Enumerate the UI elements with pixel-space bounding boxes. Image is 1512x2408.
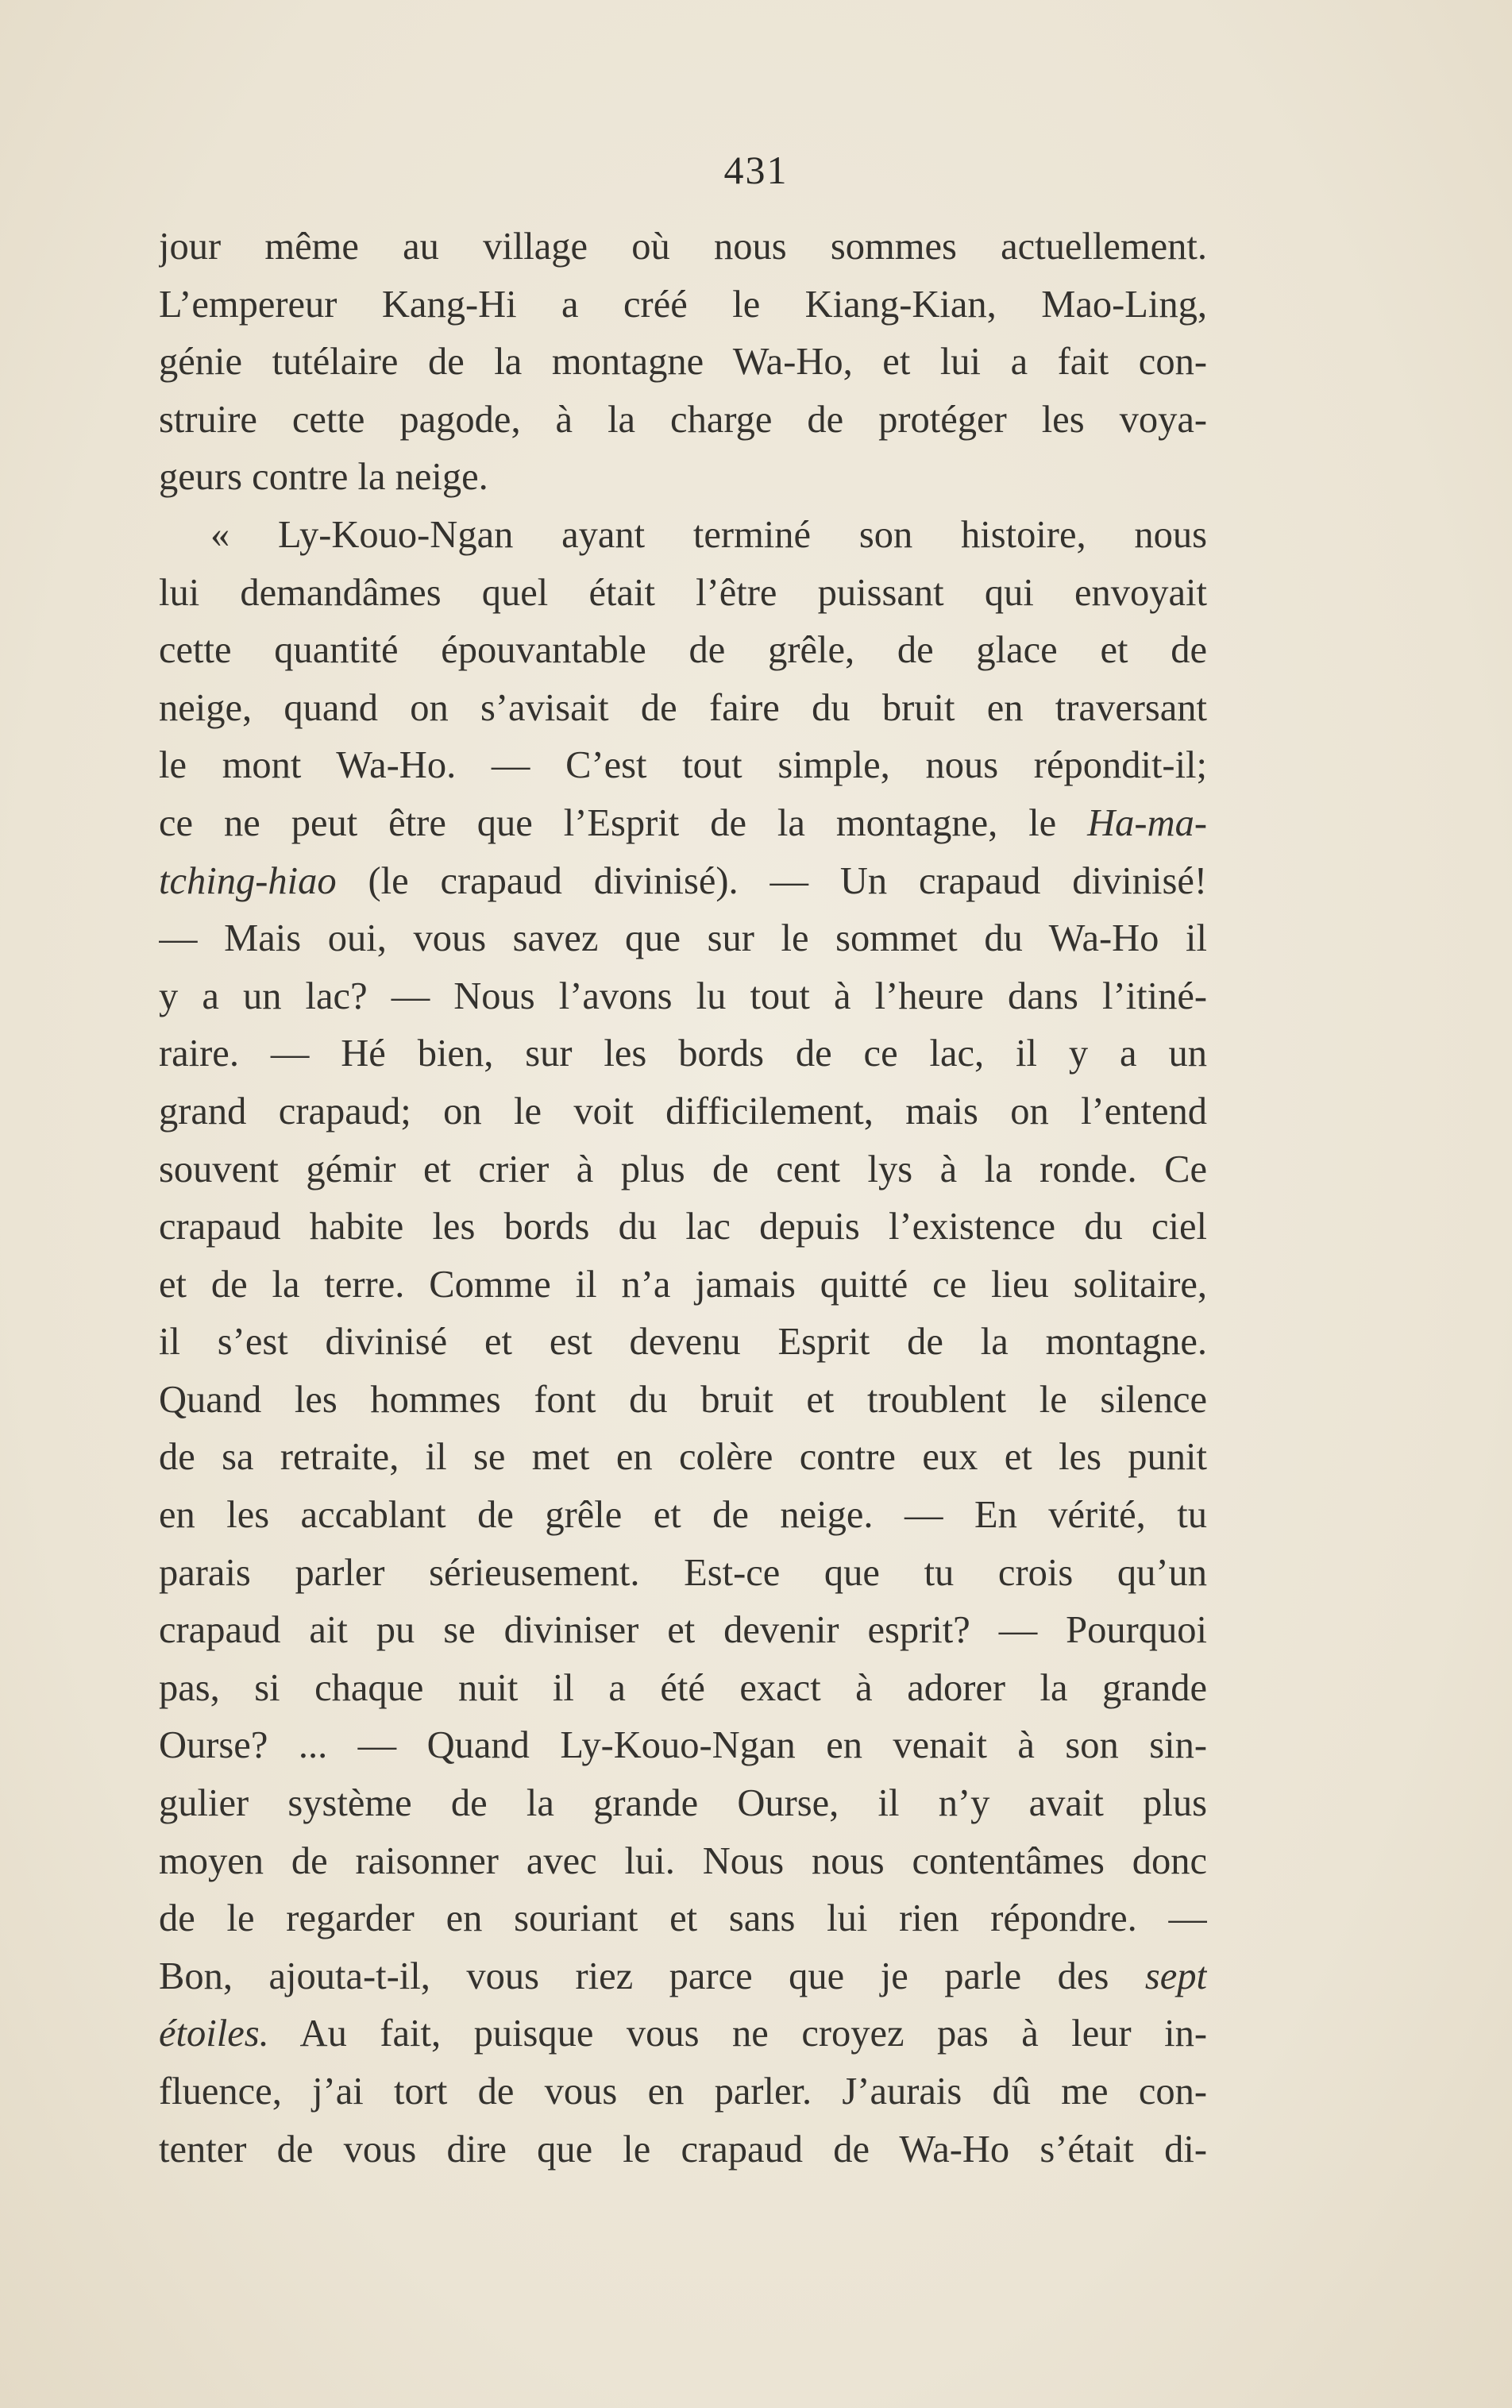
text-run: de sa retraite, il se met en colère contre eux et les punit: [159, 1436, 1207, 1479]
text-run: Quand les hommes font du bruit et troublent le silence: [159, 1378, 1207, 1421]
text-run: Bon, ajouta-t-il, vous riez parce que je parle des: [159, 1955, 1145, 1997]
text-run: Au fait, puisque vous ne croyez pas à leur in-: [268, 2012, 1207, 2055]
text-run: raire. — Hé bien, sur les bords de ce lac, il y a un: [159, 1032, 1207, 1075]
text-run: Ourse? ... — Quand Ly-Kouo-Ngan en venait à son sin-: [159, 1724, 1207, 1767]
text-run: grand crapaud; on le voit difficilement, mais on l’entend: [159, 1090, 1207, 1133]
text-run: de le regarder en souriant et sans lui rien répondre. —: [159, 1897, 1207, 1940]
text-run: fluence, j’ai tort de vous en parler. J’aurais dû me con-: [159, 2070, 1207, 2113]
text-line: [159, 1833, 1207, 1891]
text-run: y a un lac? — Nous l’avons lu tout à l’heure dans l’itiné-: [159, 974, 1207, 1017]
text-run: « Ly-Kouo-Ngan ayant terminé son histoire, nous: [210, 513, 1207, 556]
text-line: [159, 1372, 1207, 1430]
text-line: [159, 1775, 1207, 1833]
text-line: [159, 1314, 1207, 1372]
text-line: [159, 449, 1207, 507]
show-through-bleed: [341, 2172, 1255, 2315]
text-run: génie tutélaire de la montagne Wa-Ho, et lui a fait con-: [159, 341, 1207, 384]
text-line: [159, 1083, 1207, 1141]
text-run: en les accablant de grêle et de neige. — En vérité, tu: [159, 1494, 1207, 1537]
text-run: struire cette pagode, à la charge de protéger les voya-: [159, 398, 1207, 441]
text-line: [159, 680, 1207, 738]
text-run: — Mais oui, vous savez que sur le sommet du Wa-Ho il: [159, 917, 1207, 960]
text-line: [159, 795, 1207, 853]
text-run: pas, si chaque nuit il a été exact à adorer la grande: [159, 1666, 1207, 1709]
text-line: [159, 853, 1207, 911]
text-line: [159, 1487, 1207, 1545]
italic-text: tching-hiao: [159, 859, 337, 902]
italic-text: Ha-ma-: [1087, 801, 1207, 844]
text-run: parais parler sérieusement. Est-ce que tu crois qu’un: [159, 1551, 1207, 1594]
page-number: 431: [723, 148, 789, 192]
text-line: [159, 218, 1207, 276]
text-line: [159, 1198, 1207, 1256]
text-line: [159, 1890, 1207, 1948]
text-run: crapaud habite les bords du lac depuis l’existence du ciel: [159, 1206, 1207, 1248]
text-line: [159, 392, 1207, 450]
text-line: [159, 1545, 1207, 1603]
text-run: (le crapaud divinisé). — Un crapaud divinisé!: [336, 859, 1207, 902]
text-run: tenter de vous dire que le crapaud de Wa-Ho s’était di-: [159, 2128, 1207, 2171]
text-run: ce ne peut être que l’Esprit de la montagne, le: [159, 801, 1088, 844]
text-line: [159, 1256, 1207, 1314]
text-line: [159, 334, 1207, 392]
text-run: crapaud ait pu se diviniser et devenir esprit? — Pourquoi: [159, 1609, 1207, 1652]
text-line: [159, 910, 1207, 968]
text-run: lui demandâmes quel était l’être puissant qui envoyait: [159, 571, 1207, 614]
text-run: neige, quand on s’avisait de faire du bruit en traversant: [159, 686, 1207, 729]
text-run: moyen de raisonner avec lui. Nous nous contentâmes donc: [159, 1839, 1207, 1882]
text-run: et de la terre. Comme il n’a jamais quitté ce lieu solitaire,: [159, 1263, 1207, 1306]
text-run: gulier système de la grande Ourse, il n’y avait plus: [159, 1782, 1207, 1825]
text-line: [159, 2005, 1207, 2063]
text-line: [159, 737, 1207, 795]
text-line: [159, 622, 1207, 680]
text-run: il s’est divinisé et est devenu Esprit de la montagne.: [159, 1321, 1207, 1364]
text-line: [159, 968, 1207, 1026]
text-run: jour même au village où nous sommes actuellement.: [159, 226, 1207, 268]
text-line: [159, 1660, 1207, 1718]
text-line: [159, 507, 1207, 565]
italic-text: étoiles.: [159, 2012, 269, 2055]
text-line: [159, 565, 1207, 623]
text-line: [159, 1141, 1207, 1199]
text-line: [159, 2121, 1207, 2179]
text-line: [159, 2063, 1207, 2121]
text-line: [159, 1602, 1207, 1660]
text-run: souvent gémir et crier à plus de cent lys à la ronde. Ce: [159, 1148, 1207, 1190]
text-line: [159, 276, 1207, 334]
text-run: le mont Wa-Ho. — C’est tout simple, nous répondit-il;: [159, 744, 1207, 787]
text-run: geurs contre la neige.: [159, 456, 488, 499]
text-line: [159, 1948, 1207, 2006]
text-line: [159, 1717, 1207, 1775]
body-text: [159, 218, 1207, 2178]
text-run: cette quantité épouvantable de grêle, de glace et de: [159, 629, 1207, 672]
italic-text: sept: [1144, 1955, 1207, 1997]
text-line: [159, 1025, 1207, 1083]
text-line: [159, 1429, 1207, 1487]
text-run: L’empereur Kang-Hi a créé le Kiang-Kian, Mao-Ling,: [159, 283, 1207, 326]
